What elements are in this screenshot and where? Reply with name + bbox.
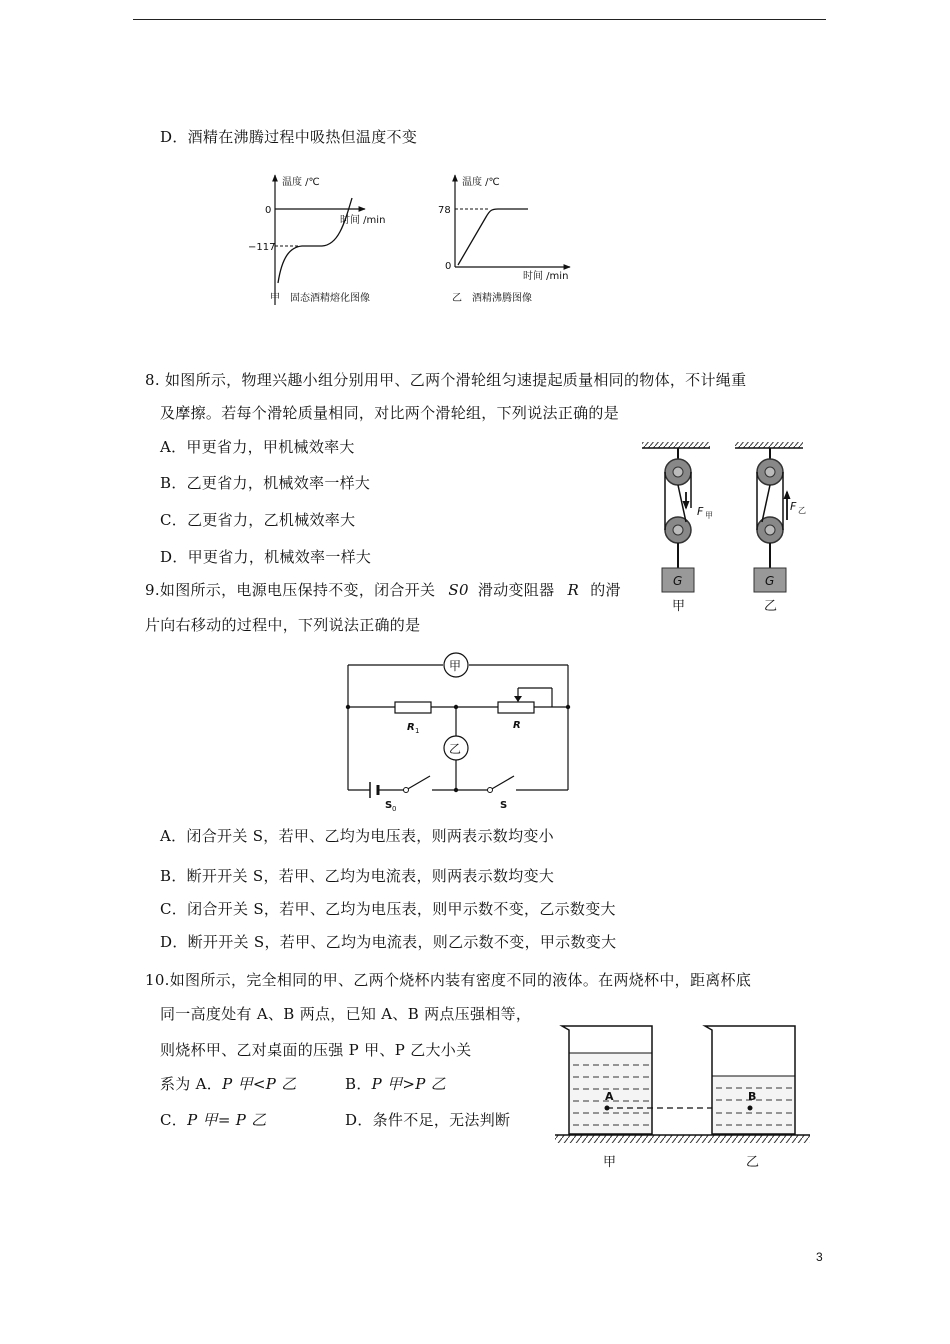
weight-jia-label: G (673, 574, 683, 588)
q10-beakers-figure (550, 1018, 815, 1173)
r-label: R (513, 720, 521, 731)
q8-pulley-figure (640, 440, 815, 615)
graph-yi-x-label: 时间 /min (523, 271, 569, 282)
q10-option-c-expr: P 甲= P 乙 (187, 1111, 267, 1129)
s0-sub: 0 (392, 805, 397, 813)
q8-option-c: C．乙更省力，乙机械效率大 (160, 511, 356, 529)
q10-option-a (160, 1074, 297, 1094)
q10-option-c-prefix: C． (160, 1111, 188, 1129)
q8-option-d: D．甲更省力，机械效率一样大 (160, 548, 372, 566)
pulley-yi (735, 442, 806, 614)
q9-option-d: D．断开开关 S，若甲、乙均为电流表，则乙示数不变，甲示数变大 (160, 933, 617, 951)
force-yi-sub: 乙 (798, 506, 806, 515)
graph-jia (248, 175, 385, 305)
meter-jia-label: 甲 (449, 659, 462, 673)
beaker-yi (705, 1026, 795, 1170)
q9-option-b: B．断开开关 S，若甲、乙均为电流表，则两表示数均变大 (160, 867, 555, 885)
r1-sub: 1 (415, 727, 420, 735)
q10-option-d: D．条件不足，无法判断 (345, 1111, 511, 1129)
q9-stem-r: R (567, 581, 580, 599)
pulley-jia (642, 442, 713, 614)
q7-option-d: D．酒精在沸腾过程中吸热但温度不变 (160, 128, 418, 146)
beaker-jia (562, 1026, 652, 1170)
q8-stem-line2: 及摩擦。若每个滑轮质量相同，对比两个滑轮组，下列说法正确的是 (160, 404, 620, 422)
graph-jia-tick-neg117: −117 (248, 242, 276, 253)
q10-stem-line1: 10.如图所示，完全相同的甲、乙两个烧杯内装有密度不同的液体。在两烧杯中，距离杯底 (145, 971, 752, 989)
point-b-label: B (748, 1090, 757, 1103)
q9-stem-part-b: 滑动变阻器 (477, 581, 555, 599)
graph-yi-y-label: 温度 /℃ (462, 177, 500, 188)
q9-circuit (340, 650, 575, 815)
graph-jia-tick-0: 0 (265, 205, 272, 216)
page-number: 3 (816, 1250, 823, 1264)
beaker-jia-label: 甲 (603, 1155, 617, 1170)
q9-stem-line2: 片向右移动的过程中，下列说法正确的是 (145, 616, 421, 634)
graph-yi-tick-78: 78 (438, 205, 451, 216)
graph-jia-curve (278, 198, 352, 283)
force-yi-label: F (790, 500, 797, 513)
q10-option-b-expr: P 甲>P 乙 (371, 1075, 447, 1093)
r1-label: R (407, 722, 415, 733)
s0-label: S (385, 800, 393, 811)
header-rule (133, 19, 826, 20)
beaker-yi-label: 乙 (746, 1155, 760, 1170)
q7-graphs (240, 165, 585, 315)
q10-option-c (160, 1110, 267, 1130)
q10-stem-line2: 同一高度处有 A、B 两点，已知 A、B 两点压强相等， (160, 1005, 532, 1023)
q10-option-a-prefix: 系为 A． (160, 1075, 223, 1093)
q10-option-b-prefix: B． (345, 1075, 372, 1093)
force-jia-label: F (697, 505, 704, 518)
q9-stem-part-c: 的滑 (590, 581, 621, 599)
q9-option-c: C．闭合开关 S，若甲、乙均为电压表，则甲示数不变，乙示数变大 (160, 900, 616, 918)
q10-option-b (345, 1074, 446, 1094)
q8-option-b: B．乙更省力，机械效率一样大 (160, 474, 371, 492)
q8-option-a: A．甲更省力，甲机械效率大 (160, 438, 355, 456)
q8-stem-line1: 8. 如图所示，物理兴趣小组分别用甲、乙两个滑轮组匀速提起质量相同的物体，不计绳重 (145, 371, 747, 389)
weight-yi-label: G (765, 574, 775, 588)
graph-yi-caption: 乙 酒精沸腾图像 (452, 293, 532, 304)
s-label: S (500, 800, 508, 811)
q9-stem-s0: S0 (448, 581, 469, 599)
q10-stem-line3: 则烧杯甲、乙对桌面的压强 P 甲、P 乙大小关 (160, 1041, 472, 1059)
graph-yi (438, 175, 570, 304)
q9-stem-line1 (145, 580, 621, 600)
q9-stem-part-a: 9.如图所示，电源电压保持不变，闭合开关 (145, 581, 436, 599)
graph-jia-y-label: 温度 /℃ (282, 177, 320, 188)
pulley-yi-label: 乙 (764, 599, 778, 614)
q9-option-a: A．闭合开关 S，若甲、乙均为电压表，则两表示数均变小 (160, 827, 554, 845)
force-jia-sub: 甲 (705, 511, 713, 520)
meter-yi-label: 乙 (449, 742, 462, 756)
graph-yi-tick-0: 0 (445, 261, 452, 272)
graph-yi-curve (458, 209, 528, 265)
graph-jia-caption: 甲 固态酒精熔化图像 (270, 293, 370, 304)
graph-jia-x-label: 时间 /min (340, 215, 386, 226)
q10-option-a-expr: P 甲<P 乙 (222, 1075, 297, 1093)
point-a-label: A (605, 1090, 614, 1103)
pulley-jia-label: 甲 (672, 599, 686, 614)
